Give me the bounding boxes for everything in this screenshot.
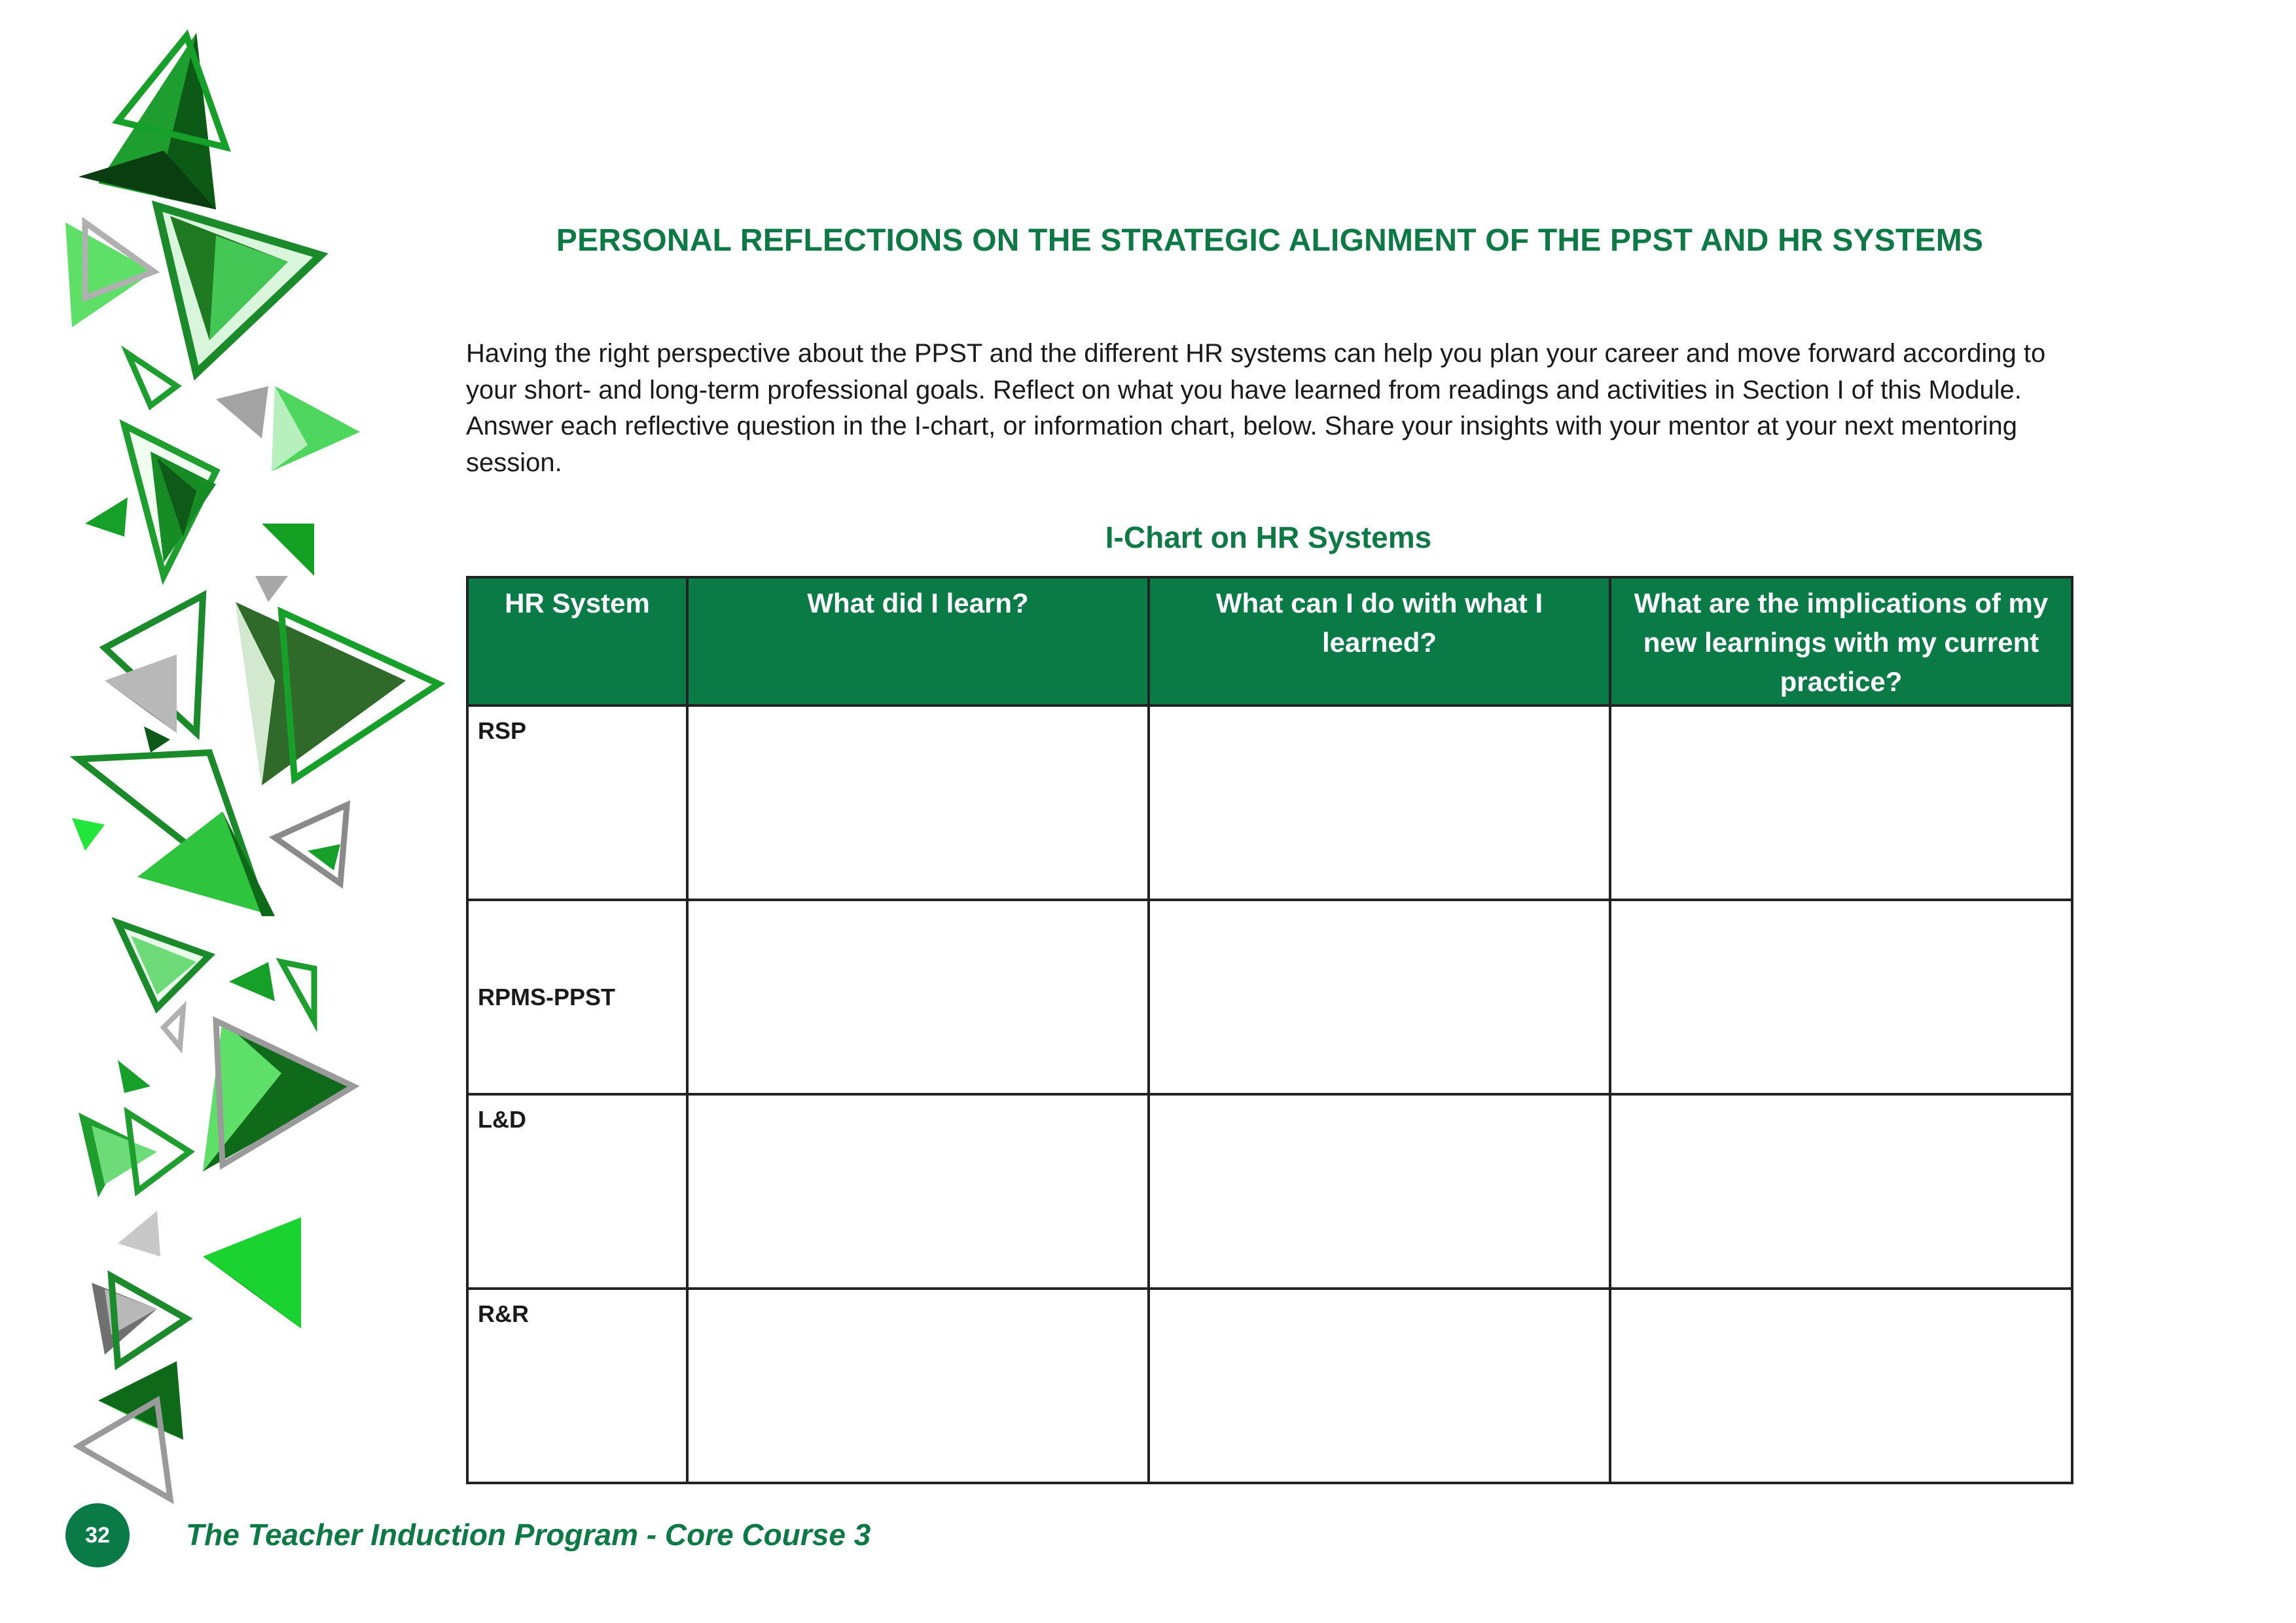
column-header-what-can-do: What can I do with what I learned? <box>1149 577 1610 705</box>
page-number-badge: 32 <box>65 1503 130 1567</box>
green-triangle-pattern-icon <box>0 0 471 1538</box>
row-label-l-and-d: L&D <box>467 1094 687 1289</box>
table-row <box>467 705 2072 900</box>
cell-rsp-can-do[interactable] <box>1149 705 1610 900</box>
ichart-table <box>466 576 2073 1484</box>
column-header-implications: What are the implications of my new learnings with my current practice? <box>1610 577 2072 705</box>
column-header-hr-system: HR System <box>467 577 687 705</box>
row-label-rpms-ppst: RPMS-PPST <box>467 900 687 1094</box>
ichart-header-row <box>467 577 2072 705</box>
cell-rsp-learned[interactable] <box>687 705 1149 900</box>
column-header-what-learned: What did I learn? <box>687 577 1149 705</box>
cell-rpms-ppst-implications[interactable] <box>1610 900 2072 1094</box>
table-row <box>467 1094 2072 1289</box>
ichart-title: I-Chart on HR Systems <box>1105 520 1432 554</box>
cell-rpms-ppst-learned[interactable] <box>687 900 1149 1094</box>
table-row <box>467 900 2072 1094</box>
cell-r-and-r-learned[interactable] <box>687 1289 1149 1483</box>
table-row <box>467 1289 2072 1483</box>
intro-paragraph: Having the right perspective about the PPST and the different HR systems can help you plan your career and move forward according to your short- and long-term professional goals. Reflect on what you have learned from readings and activities in Section I of this Module. Answer each reflective question in the I-chart, or information chart, below. Share your insights with your mentor at your next mentoring session. <box>466 339 2046 477</box>
cell-l-and-d-implications[interactable] <box>1610 1094 2072 1289</box>
row-label-r-and-r: R&R <box>467 1289 687 1483</box>
cell-rpms-ppst-can-do[interactable] <box>1149 900 1610 1094</box>
cell-rsp-implications[interactable] <box>1610 705 2072 900</box>
page-title: PERSONAL REFLECTIONS ON THE STRATEGIC ALIGNMENT OF THE PPST AND HR SYSTEMS <box>556 223 1984 258</box>
footer-course-title: The Teacher Induction Program - Core Course 3 <box>186 1518 871 1552</box>
cell-r-and-r-can-do[interactable] <box>1149 1289 1610 1483</box>
cell-l-and-d-can-do[interactable] <box>1149 1094 1610 1289</box>
cell-l-and-d-learned[interactable] <box>687 1094 1149 1289</box>
cell-r-and-r-implications[interactable] <box>1610 1289 2072 1483</box>
row-label-rsp: RSP <box>467 705 687 900</box>
